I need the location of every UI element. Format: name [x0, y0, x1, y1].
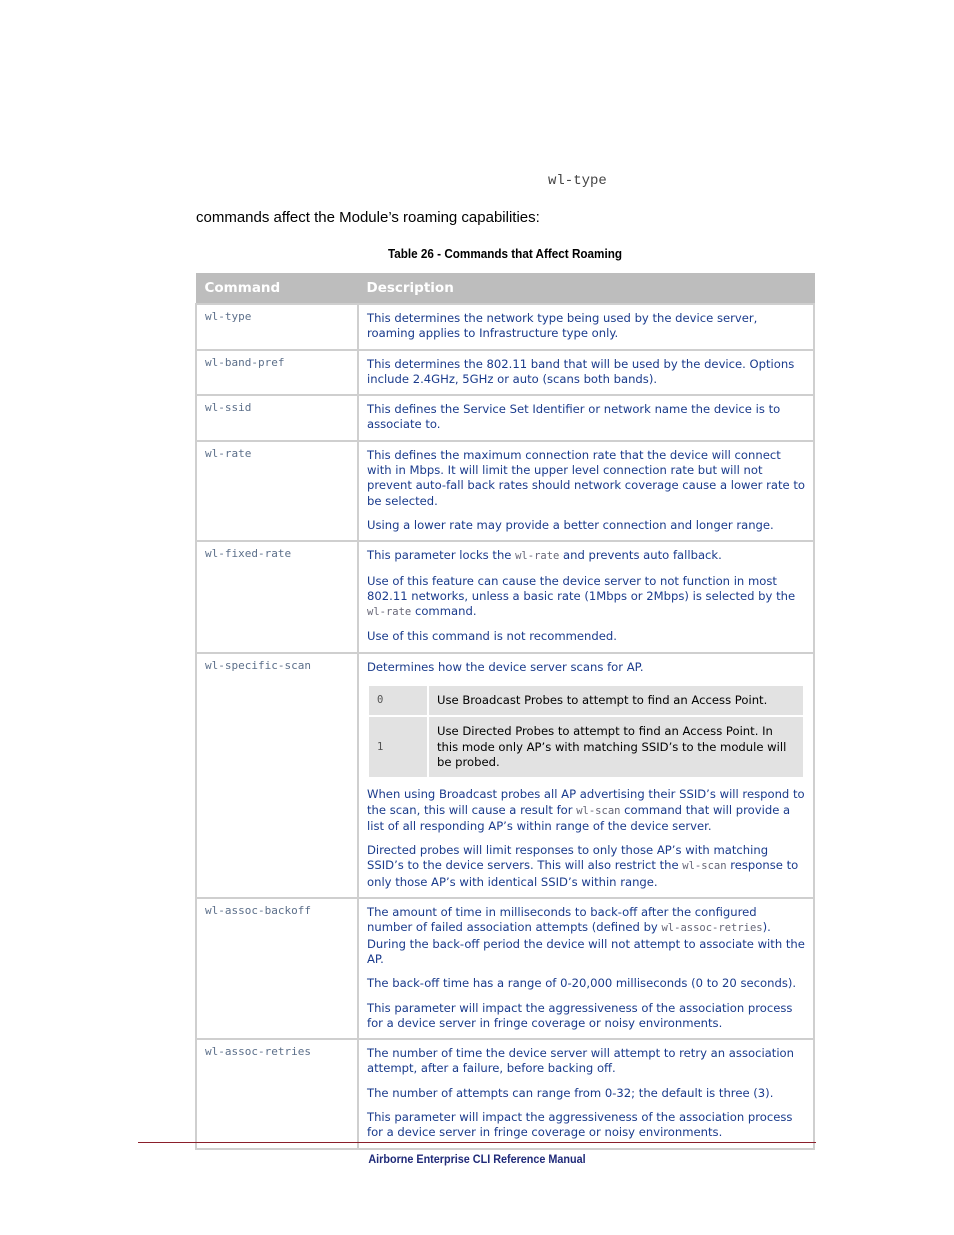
- option-value: 1: [368, 716, 428, 778]
- description-paragraph: The number of attempts can range from 0-32; the default is three (3).: [367, 1085, 774, 1100]
- table-row: [196, 441, 814, 541]
- table-row: [196, 541, 814, 652]
- description-paragraph: The number of time the device server will attempt to retry an association attempt, after a failure, before backing off.: [367, 1046, 794, 1076]
- description-paragraph: This parameter will impact the aggressiveness of the association process for a device server in fringe coverage or noisy environments.: [367, 1000, 793, 1030]
- description-paragraph: The amount of time in milliseconds to back-off after the configured number of failed association attempts (defined by wl-assoc-retries). During the back-off period the device will not attempt to associate with the AP.: [367, 905, 805, 966]
- table-row: [196, 653, 814, 898]
- footer-title: Airborne Enterprise CLI Reference Manual: [368, 1152, 586, 1166]
- command-cell: wl-fixed-rate: [196, 541, 358, 652]
- intro-text: commands affect the Module’s roaming capabilities:: [196, 209, 540, 226]
- table-row: [196, 304, 814, 350]
- description-paragraph: This determines the network type being used by the device server, roaming applies to Infrastructure type only.: [367, 311, 758, 341]
- table-row: [196, 350, 814, 396]
- command-cell: wl-assoc-backoff: [196, 898, 358, 1039]
- description-paragraph: Use of this feature can cause the device server to not function in most 802.11 networks, unless a basic rate (1Mbps or 2Mbps) is selected by the wl-rate command.: [367, 573, 796, 619]
- description-cell: [358, 541, 814, 652]
- option-text: Use Broadcast Probes to attempt to find an Access Point.: [428, 685, 804, 716]
- table-caption: Table 26 - Commands that Affect Roaming: [387, 246, 623, 261]
- inline-code: wl-rate: [515, 550, 560, 563]
- description-paragraph: This parameter locks the wl-rate and prevents auto fallback.: [367, 548, 722, 563]
- description-paragraph: Use of this command is not recommended.: [367, 629, 617, 644]
- command-cell: wl-assoc-retries: [196, 1039, 358, 1148]
- option-text: Use Directed Probes to attempt to find an Access Point. In this mode only AP’s with matching SSID’s to the module will be probed.: [428, 716, 804, 778]
- option-value: 0: [368, 685, 428, 716]
- description-paragraph: Using a lower rate may provide a better connection and longer range.: [367, 517, 774, 532]
- footer-divider: [138, 1142, 816, 1143]
- description-paragraph: This defines the Service Set Identifier or network name the device is to associate to.: [367, 402, 781, 432]
- table-row: [196, 395, 814, 441]
- command-cell: wl-band-pref: [196, 350, 358, 396]
- inline-code: wl-scan: [576, 804, 621, 817]
- top-code-snippet: wl-type: [548, 173, 607, 189]
- table-header-row: [196, 274, 814, 305]
- command-cell: wl-rate: [196, 441, 358, 541]
- table-row: [196, 898, 814, 1039]
- description-paragraph: This determines the 802.11 band that will be used by the device. Options include 2.4GHz, 5GHz or auto (scans both bands).: [367, 356, 795, 386]
- description-paragraph: This defines the maximum connection rate that the device will connect with in Mbps. It will limit the upper level connection rate but will not prevent auto-fall back rates should network coverage cause a lower rate to be selected.: [367, 447, 805, 508]
- description-cell: [358, 653, 814, 898]
- description-paragraph: Determines how the device server scans for AP.: [367, 659, 644, 674]
- table-row: [196, 1039, 814, 1148]
- description-cell: [358, 1039, 814, 1148]
- command-cell: wl-ssid: [196, 395, 358, 441]
- description-cell: [358, 898, 814, 1039]
- description-cell: [358, 304, 814, 350]
- description-paragraph: This parameter will impact the aggressiveness of the association process for a device server in fringe coverage or noisy environments.: [367, 1109, 793, 1140]
- option-row: [368, 716, 804, 778]
- roaming-commands-table: [195, 273, 815, 1150]
- column-header-command: Command: [196, 274, 358, 305]
- column-header-description: Description: [358, 274, 814, 305]
- description-paragraph: When using Broadcast probes all AP advertising their SSID’s will respond to the scan, this will cause a result for wl-scan command that will provide a list of all responding AP’s within range of the device server.: [367, 787, 805, 833]
- description-paragraph: Directed probes will limit responses to only those AP’s with matching SSID’s to the device servers. This will also restrict the wl-scan response to only those AP’s with identical SSID’s within range.: [367, 843, 799, 889]
- description-cell: [358, 441, 814, 541]
- description-paragraph: The back-off time has a range of 0-20,000 milliseconds (0 to 20 seconds).: [367, 976, 797, 991]
- command-cell: wl-specific-scan: [196, 653, 358, 898]
- description-cell: [358, 350, 814, 396]
- inline-code: wl-scan: [682, 860, 727, 873]
- inline-code: wl-rate: [367, 606, 412, 619]
- option-row: [368, 685, 804, 716]
- scan-options-table: [367, 684, 805, 779]
- command-cell: wl-type: [196, 304, 358, 350]
- description-cell: [358, 395, 814, 441]
- inline-code: wl-assoc-retries: [661, 922, 763, 935]
